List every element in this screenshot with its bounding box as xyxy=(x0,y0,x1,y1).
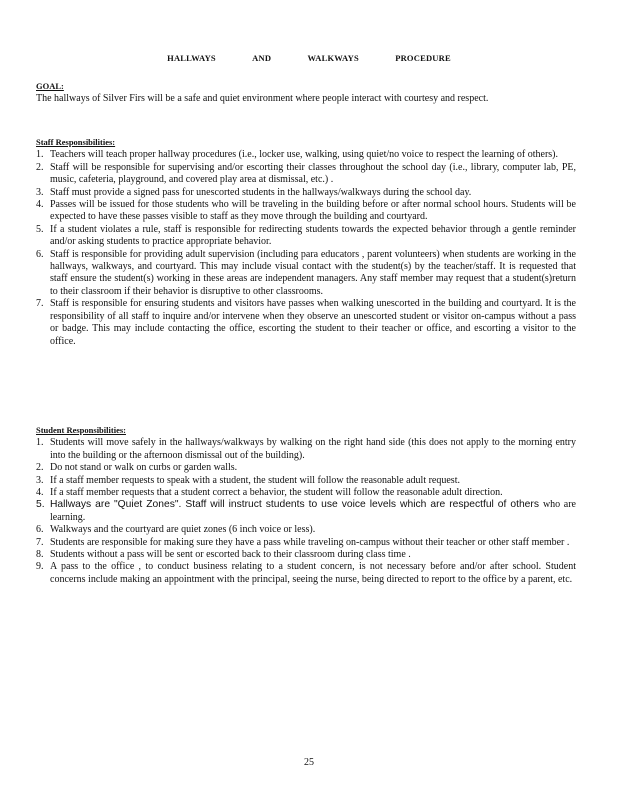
item-number: 7. xyxy=(36,298,44,310)
item-number: 6. xyxy=(36,524,44,536)
item-text: Passes will be issued for those students who will be traveling in the building before or after normal school hours. Students will be expected to have these passes visible to staff as they move through the building and courtyard. xyxy=(50,199,576,223)
title-part-1: HALLWAYS xyxy=(167,53,216,63)
goal-heading: GOAL: xyxy=(36,81,64,91)
item-text: Teachers will teach proper hallway procedures (i.e., locker use, walking, using quiet/no voice to respect the learning of others). xyxy=(50,149,559,161)
staff-item xyxy=(36,149,576,161)
student-item xyxy=(36,462,576,474)
item-text: A pass to the office , to conduct business relating to a student concern, is not necessary before and/or after school. Student concerns include making an appointment with the principal, seeing the nurse, being directed to report to the office by a parent, etc. xyxy=(50,561,576,585)
student-item xyxy=(36,549,576,561)
item-text: If a student violates a rule, staff is responsible for redirecting students towards the expected behavior through a gentle reminder and/or asking students to practice appropriate behavior. xyxy=(50,223,576,248)
staff-item xyxy=(36,199,576,224)
staff-list xyxy=(36,149,576,348)
title-part-2: AND xyxy=(252,53,272,63)
item-number: 4. xyxy=(36,199,44,211)
item-text: If a staff member requests that a student correct a behavior, the student will follow the reasonable adult direction. xyxy=(50,487,503,499)
item-text: Staff must provide a signed pass for unescorted students in the hallways/walkways during the school day. xyxy=(50,186,472,198)
goal-text: The hallways of Silver Firs will be a safe and quiet environment where people interact with courtesy and respect. xyxy=(36,93,489,105)
staff-item xyxy=(36,298,576,348)
item-number: 3. xyxy=(36,186,44,198)
item-number: 5. xyxy=(36,223,44,235)
goal-section xyxy=(36,80,576,106)
item-text: Walkways and the courtyard are quiet zones (6 inch voice or less). xyxy=(50,524,316,536)
page-title xyxy=(0,52,618,64)
student-item xyxy=(36,537,576,549)
title-part-4: PROCEDURE xyxy=(395,53,451,63)
item-text: Students without a pass will be sent or escorted back to their classroom during class time . xyxy=(50,549,411,561)
item-text: Staff will be responsible for supervising and/or escorting their classes throughout the school day (i.e., library, computer lab, PE, music, cafeteria, playground, and covered play area at dismissal, etc.) . xyxy=(50,161,576,186)
student-list xyxy=(36,437,576,586)
item-number: 5. xyxy=(36,499,45,511)
staff-heading: Staff Responsibilities: xyxy=(36,137,116,147)
item-number: 2. xyxy=(36,462,44,474)
student-item xyxy=(36,475,576,487)
item-number: 6. xyxy=(36,248,44,260)
item-text: Students are responsible for making sure they have a pass while traveling on-campus without their teacher or other staff member . xyxy=(50,536,570,548)
staff-item xyxy=(36,249,576,299)
item-text: Do not stand or walk on curbs or garden walls. xyxy=(50,462,238,474)
item-number: 8. xyxy=(36,549,44,561)
item-text: Staff is responsible for providing adult supervision (including para educators , parent volunteers) when students are working in the hallways, walkways, and courtyard. This may include visual contact with the student(s) by the teacher/staff. It is requested that staff ensure the student(s) working in these areas are independent managers. Any staff member may request that a student(s)return to their classroom if their behavior is disruptive to other classrooms. xyxy=(50,248,576,297)
page-number: 25 xyxy=(304,757,314,768)
item-number: 1. xyxy=(36,149,44,161)
student-item xyxy=(36,499,576,524)
student-section xyxy=(36,424,576,586)
staff-item xyxy=(36,187,576,199)
staff-section xyxy=(36,136,576,348)
item-text: Hallways are "Quiet Zones". Staff will instruct students to use voice levels which are respectful of others xyxy=(50,499,539,511)
item-number: 9. xyxy=(36,561,44,573)
student-item xyxy=(36,561,576,586)
student-item xyxy=(36,487,576,499)
item-number: 3. xyxy=(36,474,44,486)
item-number: 4. xyxy=(36,487,44,499)
student-item xyxy=(36,524,576,536)
item-text: Students will move safely in the hallways/walkways by walking on the right hand side (this does not apply to the morning entry into the building or the afternoon dismissal out of the building). xyxy=(50,437,576,461)
item-number: 1. xyxy=(36,437,44,449)
item-number: 7. xyxy=(36,536,44,548)
item-number: 2. xyxy=(36,161,44,173)
item-text: Staff is responsible for ensuring students and visitors have passes when walking unescorted in the building and courtyard. It is the responsibility of all staff to inquire and/or intervene when they observe an unescorted student or visitor on-campus without a pass or badge. This may include contacting the office, escorting the student to their teacher or office, and escorting a visitor to the office. xyxy=(50,298,576,347)
student-item xyxy=(36,437,576,462)
title-part-3: WALKWAYS xyxy=(307,53,359,63)
item-text-continued: who are learning. xyxy=(50,499,576,523)
staff-item xyxy=(36,224,576,249)
item-text: If a staff member requests to speak with a student, the student will follow the reasonable adult request. xyxy=(50,474,460,486)
student-heading: Student Responsibilities: xyxy=(36,425,126,435)
staff-item xyxy=(36,162,576,187)
